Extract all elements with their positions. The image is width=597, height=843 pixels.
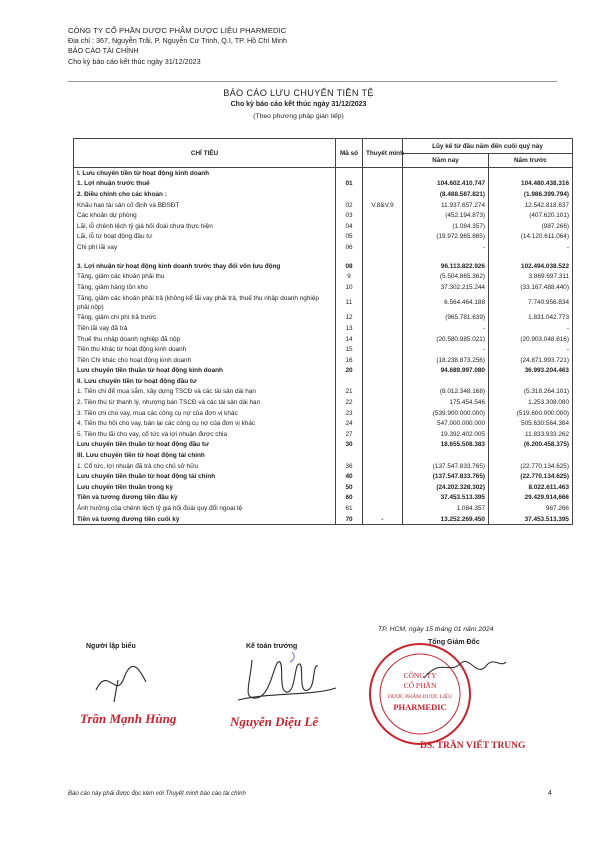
table-row <box>74 242 573 253</box>
row-code: 13 <box>336 323 363 334</box>
row-note <box>363 355 403 366</box>
row-code <box>336 189 363 200</box>
row-code: 12 <box>336 313 363 324</box>
row-label: 3. Tiền chi cho vay, mua các công cụ nợ của đơn vị khác <box>74 408 336 419</box>
row-this-year: 104.602.410.747 <box>403 179 489 190</box>
table-row <box>74 355 573 366</box>
stamp-line-1: CÔNG TY <box>403 671 437 680</box>
document-header <box>68 26 287 67</box>
row-label: Chi phí lãi vay <box>74 242 336 253</box>
accountant-signature <box>232 650 342 708</box>
row-note <box>363 189 403 200</box>
row-label: Lãi, lỗ từ hoạt động đầu tư <box>74 232 336 243</box>
table-row <box>74 200 573 211</box>
table-row <box>74 429 573 440</box>
row-note <box>363 450 403 461</box>
row-note <box>363 493 403 504</box>
row-prev-year <box>489 168 573 179</box>
row-prev-year: 505.630.564.384 <box>489 418 573 429</box>
row-label: Tiền và tương đương tiền cuối kỳ <box>74 514 336 525</box>
row-note <box>363 429 403 440</box>
row-this-year: (539.900.000.000) <box>403 408 489 419</box>
row-label: I. Lưu chuyển tiền từ hoạt động kinh doanh <box>74 168 336 179</box>
row-code: 21 <box>336 387 363 398</box>
row-note: - <box>363 514 403 525</box>
row-this-year: 96.113.822.926 <box>403 261 489 272</box>
row-label: II. Lưu chuyển tiền từ hoạt động đầu tư <box>74 376 336 387</box>
row-prev-year: 7.740.956.834 <box>489 293 573 313</box>
preparer-name: Trần Mạnh Hùng <box>80 711 177 726</box>
row-code: 20 <box>336 366 363 377</box>
row-code: 06 <box>336 242 363 253</box>
row-code: 05 <box>336 232 363 243</box>
row-note <box>363 334 403 345</box>
table-row <box>74 397 573 408</box>
row-note <box>363 418 403 429</box>
row-code: 40 <box>336 471 363 482</box>
row-prev-year: 29.429.914,666 <box>489 493 573 504</box>
row-this-year: - <box>403 242 489 253</box>
row-code <box>336 450 363 461</box>
row-label: Lưu chuyển tiền thuần từ hoạt động kinh doanh <box>74 366 336 377</box>
row-this-year <box>403 450 489 461</box>
col-header-note: Thuyết minh <box>363 139 403 168</box>
row-code: 03 <box>336 210 363 221</box>
row-this-year <box>403 376 489 387</box>
row-prev-year: 12.542.818.637 <box>489 200 573 211</box>
row-label: Tiền và tương đương tiền đầu kỳ <box>74 493 336 504</box>
row-note <box>363 210 403 221</box>
table-row <box>74 471 573 482</box>
row-this-year: 18.655.508.383 <box>403 440 489 451</box>
row-this-year: - <box>403 323 489 334</box>
row-label: Tăng, giảm hàng tồn kho <box>74 282 336 293</box>
row-this-year: (137.547.833.765) <box>403 471 489 482</box>
table-row <box>74 493 573 504</box>
table-row <box>74 482 573 493</box>
row-prev-year: - <box>489 242 573 253</box>
row-label: Tăng, giảm các khoản phải trả (không kể lãi vay phải trả, thuế thu nhập doanh nghiệp phải nộp) <box>74 293 336 313</box>
row-note <box>363 482 403 493</box>
col-header-prev-year: Năm trước <box>489 154 573 168</box>
row-prev-year: (407.620.101) <box>489 210 573 221</box>
company-name: CÔNG TY CỔ PHẦN DƯỢC PHẨM DƯỢC LIỆU PHARMEDIC <box>68 26 287 35</box>
row-label: Lưu chuyển tiền thuần từ hoạt động đầu tư <box>74 440 336 451</box>
row-this-year: 13.252.269.450 <box>403 514 489 525</box>
row-label: Lưu chuyển tiền thuần trong kỳ <box>74 482 336 493</box>
row-note <box>363 221 403 232</box>
row-note <box>363 253 403 261</box>
row-note <box>363 366 403 377</box>
report-method: (Theo phương pháp gián tiếp) <box>253 113 344 120</box>
company-address: Địa chỉ : 367, Nguyễn Trãi, P. Nguyễn Cư Trinh, Q.I, TP. Hồ Chí Minh <box>68 36 287 46</box>
table-row <box>74 387 573 398</box>
row-code: 9 <box>336 271 363 282</box>
director-title: Tổng Giám Đốc <box>428 639 480 646</box>
row-label: 1. Cổ tức, lợi nhuận đã trả cho chủ sở hữu <box>74 461 336 472</box>
row-prev-year: 3.869.697.311 <box>489 271 573 282</box>
row-note <box>363 440 403 451</box>
table-row <box>74 210 573 221</box>
row-code <box>336 253 363 261</box>
stamp-line-4: PHARMEDIC <box>393 702 447 712</box>
report-title: BÁO CÁO LƯU CHUYỂN TIỀN TỆ <box>223 88 374 98</box>
row-code: 27 <box>336 429 363 440</box>
row-label: Tiền lãi vay đã trả <box>74 323 336 334</box>
row-label: 1. Tiền chi để mua sắm, xây dựng TSCĐ và các tài sản dài hạn <box>74 387 336 398</box>
row-this-year: 94.689.997.080 <box>403 366 489 377</box>
row-prev-year: 102.494.038.522 <box>489 261 573 272</box>
cash-flow-table <box>73 138 573 525</box>
row-note <box>363 503 403 514</box>
row-prev-year <box>489 450 573 461</box>
table-row <box>74 334 573 345</box>
row-note <box>363 293 403 313</box>
table-row <box>74 293 573 313</box>
row-prev-year: 37.453.513.395 <box>489 514 573 525</box>
row-code <box>336 376 363 387</box>
row-code: 08 <box>336 261 363 272</box>
row-label <box>74 253 336 261</box>
row-code: 01 <box>336 179 363 190</box>
row-note <box>363 323 403 334</box>
row-prev-year: - <box>489 344 573 355</box>
row-this-year: (5.504.865.362) <box>403 271 489 282</box>
row-label: 2. Tiền thu từ thanh lý, nhượng bán TSCĐ và các tài sản dài hạn <box>74 397 336 408</box>
row-this-year <box>403 253 489 261</box>
row-note <box>363 387 403 398</box>
table-row <box>74 232 573 243</box>
table-row <box>74 440 573 451</box>
report-subtitle: Cho kỳ báo cáo kết thúc ngày 31/12/2023 <box>230 101 367 108</box>
table-row <box>74 366 573 377</box>
row-note <box>363 344 403 355</box>
row-prev-year <box>489 376 573 387</box>
table-row <box>74 514 573 525</box>
row-note: V.8&V.9 <box>363 200 403 211</box>
row-this-year <box>403 168 489 179</box>
row-this-year: (8.488.587.821) <box>403 189 489 200</box>
row-this-year: (19.972.965.865) <box>403 232 489 243</box>
row-code: 15 <box>336 344 363 355</box>
row-code: 60 <box>336 493 363 504</box>
row-code: 30 <box>336 440 363 451</box>
accountant-title: Kế toán trưởng <box>246 643 298 650</box>
table-row <box>74 376 573 387</box>
row-prev-year: 987.266 <box>489 503 573 514</box>
col-header-code: Mã số <box>336 139 363 168</box>
col-header-this-year: Năm nay <box>403 154 489 168</box>
row-label: 3. Lợi nhuận từ hoạt động kinh doanh trước thay đổi vốn lưu động <box>74 261 336 272</box>
table-row <box>74 408 573 419</box>
row-prev-year: (6.200.458.375) <box>489 440 573 451</box>
row-label: Thuế thu nhập doanh nghiệp đã nộp <box>74 334 336 345</box>
table-row <box>74 450 573 461</box>
row-note <box>363 261 403 272</box>
row-code: 50 <box>336 482 363 493</box>
row-this-year: 37.453.513.395 <box>403 493 489 504</box>
row-label: Tiền thu khác từ hoạt động kinh doanh <box>74 344 336 355</box>
table-row <box>74 261 573 272</box>
row-prev-year: 11.833.933.262 <box>489 429 573 440</box>
director-signature <box>420 648 510 688</box>
table-row <box>74 418 573 429</box>
row-this-year: 1.084.357 <box>403 503 489 514</box>
row-prev-year: (22.770.134.625) <box>489 471 573 482</box>
row-prev-year: (519.600.000.000) <box>489 408 573 419</box>
page-number: 4 <box>548 790 552 797</box>
row-note <box>363 271 403 282</box>
row-label: Lãi, lỗ chênh lệch tỷ giá hối đoái chưa thực hiện <box>74 221 336 232</box>
table-row <box>74 344 573 355</box>
table-row <box>74 313 573 324</box>
row-note <box>363 179 403 190</box>
stamp-line-3: DƯỢC PHẨM DƯỢC LIỆU <box>387 694 453 700</box>
director-name: DS. TRẦN VIẾT TRUNG <box>420 741 526 751</box>
table-row <box>74 282 573 293</box>
row-this-year: (452.194.873) <box>403 210 489 221</box>
row-code <box>336 168 363 179</box>
row-note <box>363 282 403 293</box>
row-code: 10 <box>336 282 363 293</box>
report-period: Cho kỳ báo cáo kết thúc ngày 31/12/2023 <box>68 56 201 66</box>
row-code: 70 <box>336 514 363 525</box>
row-note <box>363 232 403 243</box>
col-header-accumulated: Lũy kế từ đầu năm đến cuối quý này <box>403 139 573 154</box>
row-this-year: (8.012.348.168) <box>403 387 489 398</box>
row-label: 1. Lợi nhuận trước thuế <box>74 179 336 190</box>
row-label: 5. Tiền thu lãi cho vay, cổ tức và lợi nhuận được chia <box>74 429 336 440</box>
row-prev-year: 104.480.438.316 <box>489 179 573 190</box>
table-row <box>74 503 573 514</box>
row-prev-year: (14.120.611.064) <box>489 232 573 243</box>
table-row <box>74 253 573 261</box>
row-prev-year: (5.318.264.101) <box>489 387 573 398</box>
row-this-year: 6.564.464.188 <box>403 293 489 313</box>
row-this-year: (18.238.873.256) <box>403 355 489 366</box>
row-code: 02 <box>336 200 363 211</box>
row-code: 04 <box>336 221 363 232</box>
row-this-year: 175.454.546 <box>403 397 489 408</box>
row-code: 11 <box>336 293 363 313</box>
row-prev-year: 1.253.308.080 <box>489 397 573 408</box>
row-code: 14 <box>336 334 363 345</box>
table-row <box>74 168 573 179</box>
stamp-line-2: CỔ PHẦN <box>403 681 437 690</box>
header-divider <box>68 81 557 82</box>
footer-note: Báo cáo này phải được đọc kèm với Thuyết minh báo cáo tài chính <box>68 791 246 797</box>
row-this-year: 37.302.215.244 <box>403 282 489 293</box>
row-label: Tăng, giảm chi phí trả trước <box>74 313 336 324</box>
row-prev-year: (22.770.134.625) <box>489 461 573 472</box>
row-label: Các khoản dự phòng <box>74 210 336 221</box>
row-note <box>363 313 403 324</box>
row-prev-year <box>489 253 573 261</box>
table-row <box>74 271 573 282</box>
row-this-year: 547.000.000.000 <box>403 418 489 429</box>
table-row <box>74 221 573 232</box>
row-this-year: (965.781.639) <box>403 313 489 324</box>
preparer-title: Người lập biểu <box>86 643 136 650</box>
row-label: Ảnh hưởng của chênh lệch tỷ giá hối đoái quy đổi ngoại tệ <box>74 503 336 514</box>
accountant-name: Nguyễn Diệu Lê <box>230 714 319 729</box>
row-note <box>363 376 403 387</box>
preparer-signature <box>88 660 158 705</box>
row-code: 16 <box>336 355 363 366</box>
row-prev-year: 36.993.204.463 <box>489 366 573 377</box>
row-label: Tăng, giảm các khoản phải thu <box>74 271 336 282</box>
row-prev-year: (987.266) <box>489 221 573 232</box>
signature-date: TP. HCM, ngày 15 tháng 01 năm 2024 <box>378 626 494 633</box>
row-label: Lưu chuyển tiền thuần từ hoạt động tài chính <box>74 471 336 482</box>
table-row <box>74 461 573 472</box>
row-code: 24 <box>336 418 363 429</box>
row-this-year: (24.202.328.302) <box>403 482 489 493</box>
row-note <box>363 168 403 179</box>
row-prev-year: - <box>489 323 573 334</box>
row-this-year: 11.937.657.274 <box>403 200 489 211</box>
row-this-year: (1.084.357) <box>403 221 489 232</box>
col-header-item: CHỈ TIÊU <box>74 139 336 168</box>
row-code: 61 <box>336 503 363 514</box>
row-prev-year: (1.986.399.794) <box>489 189 573 200</box>
row-note <box>363 242 403 253</box>
row-prev-year: 1.831.042.773 <box>489 313 573 324</box>
report-type: BÁO CÁO TÀI CHÍNH <box>68 46 139 56</box>
row-code: 23 <box>336 408 363 419</box>
row-label: III. Lưu chuyển tiền từ hoạt động tài chính <box>74 450 336 461</box>
row-prev-year: (24.871.993.721) <box>489 355 573 366</box>
row-this-year: (137.547.833.765) <box>403 461 489 472</box>
row-label: Khấu hao tài sản cố định và BĐSĐT <box>74 200 336 211</box>
row-this-year: - <box>403 344 489 355</box>
row-this-year: 19.392.402.005 <box>403 429 489 440</box>
row-prev-year: 8.022.611.463 <box>489 482 573 493</box>
row-label: 2. Điều chỉnh cho các khoản : <box>74 189 336 200</box>
row-note <box>363 397 403 408</box>
row-prev-year: (20.903.048.816) <box>489 334 573 345</box>
row-label: 4. Tiền thu hồi cho vay, bán lại các công cụ nợ của đơn vị khác <box>74 418 336 429</box>
table-row <box>74 189 573 200</box>
table-row <box>74 179 573 190</box>
row-prev-year: (33.167.488.440) <box>489 282 573 293</box>
row-code: 22 <box>336 397 363 408</box>
row-note <box>363 461 403 472</box>
row-note <box>363 471 403 482</box>
row-label: Tiền Chi khác cho hoạt động kinh doanh <box>74 355 336 366</box>
row-code: 36 <box>336 461 363 472</box>
row-note <box>363 408 403 419</box>
table-row <box>74 323 573 334</box>
row-this-year: (20.580.985.021) <box>403 334 489 345</box>
